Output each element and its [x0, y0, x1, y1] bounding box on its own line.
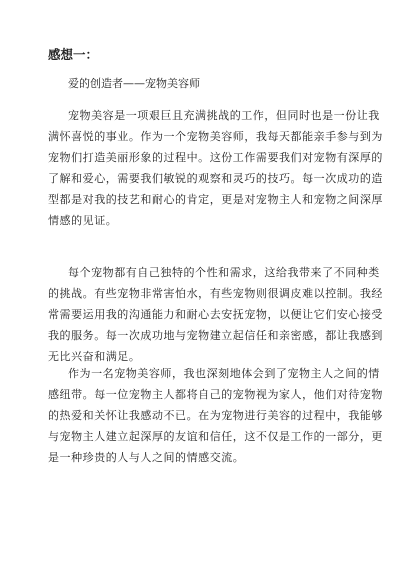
paragraph-line: 的热爱和关怀让我感动不已。在为宠物进行美容的过程中，我能够	[48, 409, 383, 422]
paragraph-line: 无比兴奋和满足。	[48, 350, 141, 363]
paragraph-line: 作为一名宠物美容师，我也深刻地体会到了宠物主人之间的情	[68, 367, 380, 380]
paragraph-2	[48, 262, 383, 367]
essay-subtitle: 爱的创造者——宠物美容师	[68, 77, 200, 90]
paragraph-line: 常需要运用我的沟通能力和耐心去安抚宠物，以便让它们安心接受	[48, 308, 383, 321]
section-heading: 感想一：	[48, 47, 99, 62]
paragraph-line: 与宠物主人建立起深厚的友谊和信任，这不仅是工作的一部分，更	[48, 430, 383, 443]
paragraph-1	[48, 105, 383, 231]
paragraph-line: 宠物美容是一项艰巨且充满挑战的工作，但同时也是一份让我	[68, 109, 380, 122]
paragraph-line: 满怀喜悦的事业。作为一个宠物美容师，我每天都能亲手参与到为	[48, 130, 383, 143]
paragraph-line: 型都是对我的技艺和耐心的肯定，更是对宠物主人和宠物之间深厚	[48, 193, 383, 206]
paragraph-line: 宠物们打造美丽形象的过程中。这份工作需要我们对宠物有深厚的	[48, 151, 383, 164]
paragraph-line: 是一种珍贵的人与人之间的情感交流。	[48, 451, 245, 464]
paragraph-line: 我的服务。每一次成功地与宠物建立起信任和亲密感，都让我感到	[48, 329, 383, 342]
paragraph-line: 情感的见证。	[48, 214, 118, 227]
paragraph-line: 的挑战。有些宠物非常害怕水，有些宠物则很调皮难以控制。我经	[48, 287, 383, 300]
paragraph-3	[48, 363, 383, 468]
paragraph-line: 感纽带。每一位宠物主人都将自己的宠物视为家人，他们对待宠物	[48, 388, 383, 401]
paragraph-line: 了解和爱心，需要我们敏锐的观察和灵巧的技巧。每一次成功的造	[48, 172, 383, 185]
paragraph-line: 每个宠物都有自己独特的个性和需求，这给我带来了不同种类	[68, 266, 380, 279]
